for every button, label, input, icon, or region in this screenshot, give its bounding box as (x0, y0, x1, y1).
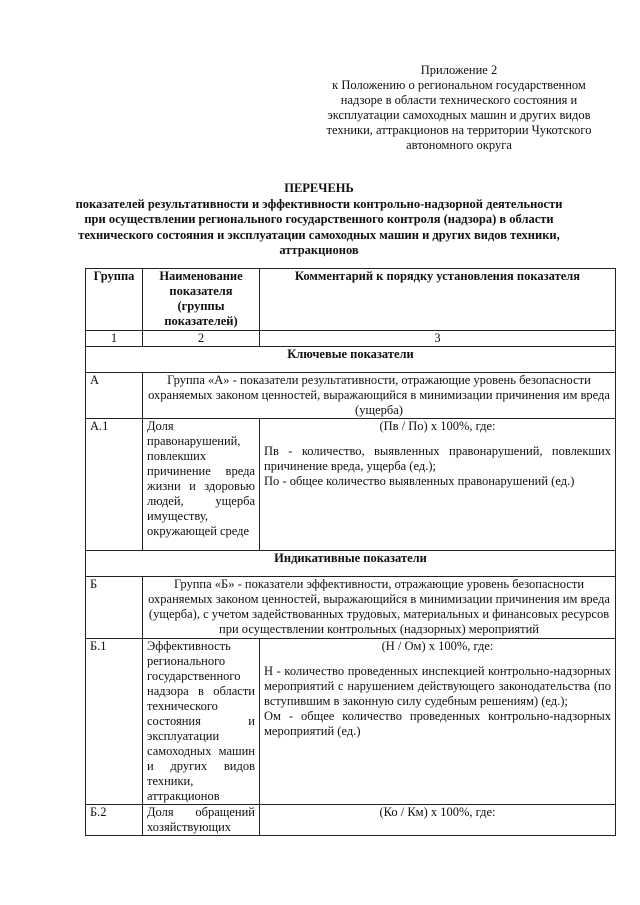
indicator-code: А.1 (86, 419, 143, 551)
title-line: показателей результативности и эффективности контрольно-надзорной деятельности (75, 196, 563, 211)
group-code: Б (86, 577, 143, 639)
indicator-comment (260, 419, 616, 551)
appendix-line: Приложение 2 (420, 63, 498, 77)
appendix-line: автономного округа (406, 138, 512, 152)
indicator-formula: (Пв / По) х 100%, где: (379, 419, 496, 433)
indicator-code: Б.2 (86, 805, 143, 836)
table-header-row (86, 269, 616, 331)
section-indicative-title: Индикативные показатели (86, 551, 616, 577)
table-number-row (86, 331, 616, 347)
section-key-title: Ключевые показатели (86, 347, 616, 373)
formula-variable: Пв - количество, выявленных правонарушений, повлекших причинение вреда, ущерба (ед.); (264, 444, 611, 473)
document-title (60, 181, 578, 259)
table-row-a1 (86, 419, 616, 551)
table-row-group-b (86, 577, 616, 639)
header-comment: Комментарий к порядку установления показателя (260, 269, 616, 331)
title-line: при осуществлении регионального государственного контроля (надзора) в области (84, 212, 554, 226)
appendix-line: надзоре в области технического состояния и (340, 93, 578, 107)
indicator-comment (260, 639, 616, 805)
formula-variable: Н - количество проведенных инспекцией контрольно-надзорных мероприятий с нарушением действующего законодательства (по вступившим в законную силу судебным решениям) (ед.); (264, 664, 611, 708)
column-number: 2 (143, 331, 260, 347)
table-row-b2 (86, 805, 616, 836)
appendix-line: техники, аттракционов на территории Чукотского (326, 123, 592, 137)
indicator-name: Доля правонарушений, повлекших причинение вреда жизни и здоровью людей, ущерба имуществу, окружающей среде (143, 419, 260, 551)
column-number: 3 (260, 331, 616, 347)
indicator-name: Эффективность регионального государственного надзора в области технического состояния и эксплуатации самоходных машин и других видов техники, аттракционов (143, 639, 260, 805)
group-description: Группа «Б» - показатели эффективности, отражающие уровень безопасности охраняемых законом ценностей, выражающийся в минимизации причинения им вреда (ущерба), с учетом задействованных трудовых, материальных и финансовых ресурсов при осуществлении контрольных (надзорных) мероприятий (143, 577, 616, 639)
formula-variable: Ом - общее количество проведенных контрольно-надзорных мероприятий (ед.) (264, 709, 611, 738)
section-row-key (86, 347, 616, 373)
column-number: 1 (86, 331, 143, 347)
indicator-formula: (Ко / Км) х 100%, где: (379, 805, 496, 819)
group-code: А (86, 373, 143, 419)
title-line: технического состояния и эксплуатации самоходных машин и других видов техники, (78, 227, 560, 242)
indicators-table (85, 268, 616, 836)
header-group: Группа (86, 269, 143, 331)
section-row-indicative (86, 551, 616, 577)
appendix-line: эксплуатации самоходных машин и других видов (327, 108, 591, 122)
group-description: Группа «А» - показатели результативности, отражающие уровень безопасности охраняемых законом ценностей, выражающийся в минимизации причинения им вреда (ущерба) (143, 373, 616, 419)
indicator-comment (260, 805, 616, 836)
formula-variable: По - общее количество выявленных правонарушений (ед.) (264, 474, 575, 488)
table-row-b1 (86, 639, 616, 805)
title-heading: ПЕРЕЧЕНЬ (284, 181, 354, 195)
header-name: Наименование показателя (группы показателей) (143, 269, 260, 331)
indicator-name: Доля обращений хозяйствующих (143, 805, 260, 836)
title-line: аттракционов (279, 243, 359, 257)
appendix-line: к Положению о региональном государственном (332, 78, 586, 92)
table-row-group-a (86, 373, 616, 419)
appendix-note (318, 63, 600, 153)
indicator-formula: (Н / Ом) х 100%, где: (381, 639, 494, 653)
indicator-code: Б.1 (86, 639, 143, 805)
